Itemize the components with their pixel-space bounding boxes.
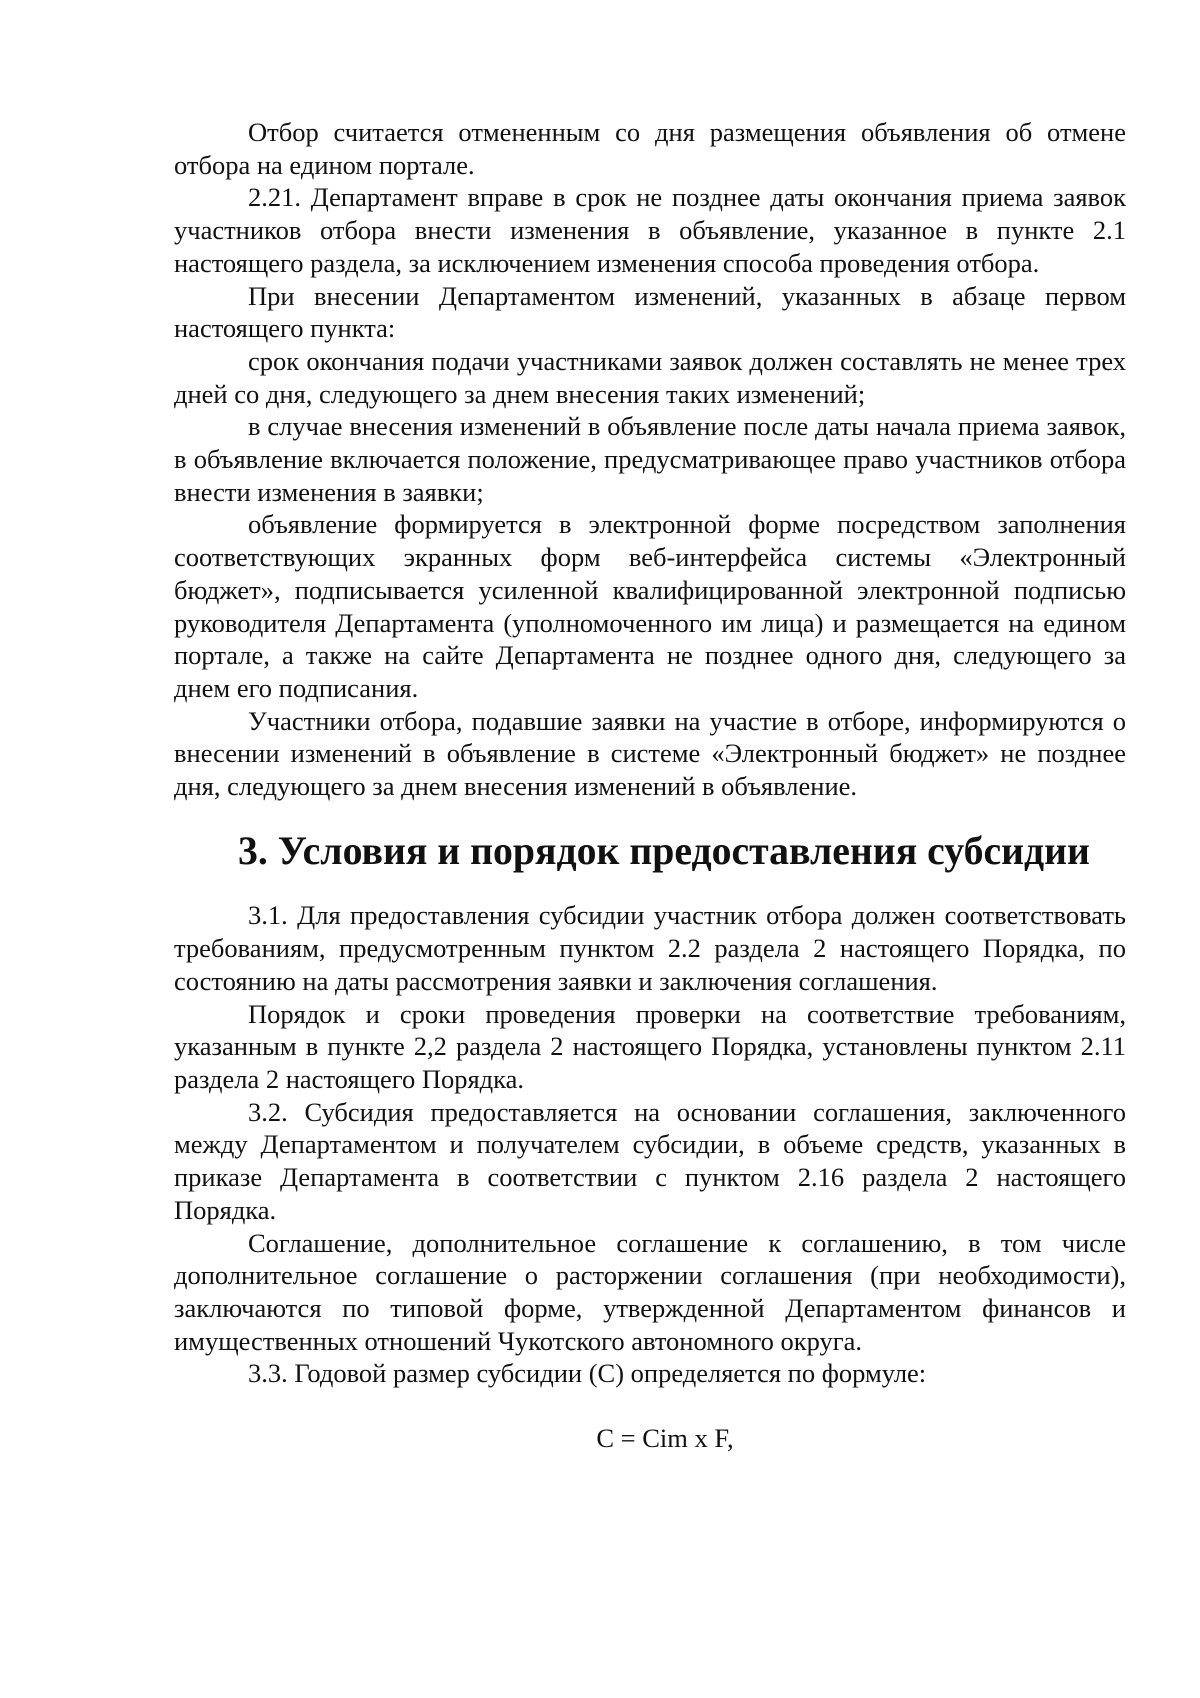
paragraph-2-21: 2.21. Департамент вправе в срок не позднее даты окончания приема заявок участников отбора внести изменения в объявление, указанное в пункте 2.1 настоящего раздела, за исключением изменения способа проведения отбора. [174, 182, 1126, 278]
paragraph-cancellation: Отбор считается отмененным со дня размещения объявления об отмене отбора на едином портале. [174, 117, 1126, 180]
paragraph-verification-order: Порядок и сроки проведения проверки на соответствие требованиям, указанным в пункте 2,2 раздела 2 настоящего Порядка, установлены пунктом 2.11 раздела 2 настоящего Порядка. [174, 998, 1126, 1094]
paragraph-participants-notice: Участники отбора, подавшие заявки на участие в отборе, информируются о внесении изменений в объявление в системе «Электронный бюджет» не позднее дня, следующего за днем внесения изменений в объявление. [174, 705, 1126, 802]
paragraph-3-2: 3.2. Субсидия предоставляется на основании соглашения, заключенного между Департаментом и получателем субсидии, в объеме средств, указанных в приказе Департамента в соответствии с пунктом 2.16 раздела 2 настоящего Порядка. [174, 1096, 1126, 1225]
paragraph-3-3: 3.3. Годовой размер субсидии (С) определяется по формуле: [248, 1358, 927, 1389]
formula: C = Cim x F, [596, 1423, 734, 1454]
paragraph-agreement-form: Соглашение, дополнительное соглашение к соглашению, в том числе дополнительное соглашение о расторжении соглашения (при необходимости), заключаются по типовой форме, утвержденной Департаментом финансов и имущественных отношений Чукотского автономного округа. [174, 1227, 1126, 1356]
paragraph-electronic-form: объявление формируется в электронной форме посредством заполнения соответствующих экранных форм веб-интерфейса системы «Электронный бюджет», подписывается усиленной квалифицированной электронной подписью руководителя Департамента (уполномоченного им лица) и размещается на едином портале, а также на сайте Департамента не позднее одного дня, следующего за днем его подписания. [174, 509, 1126, 703]
paragraph-changes-intro: При внесении Департаментом изменений, указанных в абзаце первом настоящего пункта: [174, 280, 1126, 344]
paragraph-amend-rights: в случае внесения изменений в объявление после даты начала приема заявок, в объявление включается положение, предусматривающее право участников отбора внести изменения в заявки; [174, 411, 1126, 507]
section-heading: 3. Условия и порядок предоставления субсидии [238, 828, 1090, 873]
paragraph-deadline: срок окончания подачи участниками заявок должен составлять не менее трех дней со дня, следующего за днем внесения таких изменений; [174, 345, 1126, 409]
document-page [174, 116, 1126, 1455]
paragraph-3-1: 3.1. Для предоставления субсидии участник отбора должен соответствовать требованиям, предусмотренным пунктом 2.2 раздела 2 настоящего Порядка, по состоянию на даты рассмотрения заявки и заключения соглашения. [174, 900, 1126, 996]
